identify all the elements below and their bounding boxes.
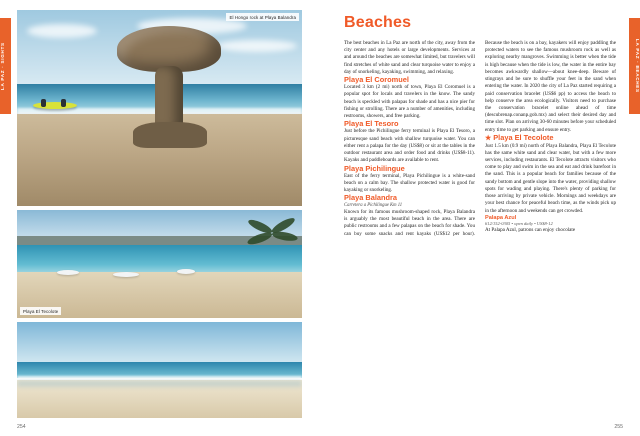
body-playa-balandra: Known for its famous mushroom-shaped rock, Playa Balandra is arguably the most beautiful beach in the area. There are public restrooms and a few palapas on the beach for shade. You can buy some snacks and rent kayaks (US$12 per hour). Because the beach is on a bay, kayakers will enjoy paddling the protected waters to see the famous mushroom rock as well as exploring nearby mangroves. Swimming is better when the tide is high because when the tide is low, the water in the entire bay becomes awkwardly shallow—about knee-deep. Beware of stingrays and be sure to shuffle your feet in the sand when entering the water. In 2020 the city of La Paz started requiring a paid conservation bracelet (US$6 pp) to access the beach to help conserve the area ecologically. Visitors need to purchase the conservation bracelet online ahead of time (descubrenap.conanp.gob.mx) and select their desired day and time slot. Plan on arriving 30-60 minutes before your scheduled entry time to get parking and ensure entry. [344,40,616,237]
listing-body-palapa-azul: At Palapa Azul, patrons can enjoy chocolate [485,227,576,234]
cloud-shape [217,40,297,52]
mushroom-rock [125,26,215,146]
body-playa-pichilingue: East of the ferry terminal, Playa Pichilingue is a white-sand beach on a calm bay. The shallow protected water is good for kayaking or snorkeling. [344,172,475,194]
photo-el-hongo-rock [17,10,302,206]
side-tab-right [629,18,640,114]
listing-name-palapa-azul: Palapa Azul [485,214,517,221]
text-columns [344,40,616,422]
photo-caption: El Hongo rock at Playa Balandra [226,13,299,21]
photo-stack [17,10,302,418]
kayaker [61,99,66,107]
heading-playa-balandra: Playa Balandra [344,193,397,203]
page-number-right: 255 [614,424,623,430]
wet-sand [17,380,302,388]
heading-playa-el-coromuel: Playa El Coromuel [344,75,409,85]
right-page [320,0,640,436]
heading-playa-el-tecolote: ★ Playa El Tecolote [485,134,616,143]
heading-playa-pichilingue: Playa Pichilingue [344,163,405,173]
rock-base [133,122,207,148]
subheading-playa-balandra: Carretera a Pichilingue Km 11 [344,202,403,208]
side-tab-right-label: LA PAZ · BEACHES [635,39,640,93]
panga-boat [113,272,139,277]
rock-neck [155,66,183,130]
side-tab-left-label: LA PAZ · SIGHTS [0,42,5,90]
page-number-left: 254 [17,424,26,430]
side-tab-left [0,18,11,114]
rock-cap [117,26,221,72]
palm-tree [248,212,298,252]
body-playa-el-tecolote: Just 1.5 km (0.9 mi) north of Playa Balandra, Playa El Tecolote has the same white sand and clear water, but with a few more services, including restaurants. El Tecolote attracts visitors who come to play and swim in the sea and eat and drink barefoot in the sand. This is a popular beach for families because of the sandy bottom and gentle slope into the water, providing shallow spots for wading and playing. There's plenty of parking for those arriving by private vehicle. Mornings and weekdays are your best chance for peaceful beach time, as the winds pick up in the afternoon and weekends can get crowded. [485,142,616,214]
palm-frond [271,230,298,242]
listing-meta-palapa-azul: 612/152-0305 • open daily • US$8-12 [485,220,553,226]
photo-playa-el-tecolote [17,210,302,318]
body-playa-el-tesoro: Just before the Pichilingue ferry terminal is Playa El Tesoro, a picturesque sand beach with shallow turquoise water. You can either rent a palapa for the day (US$8) or sit at the tables in the outdoor restaurant area and order food and drinks (US$8-11). Kayaks and paddleboards are available to rent. [344,128,475,164]
kayaker [41,99,46,107]
sky-region [17,322,302,362]
intro-paragraph: The best beaches in La Paz are north of the city, away from the city center and any hotels or large developments. Services at and around the beaches are somewhat limited, but travelers will find stretches of white sand and clear turquoise water to enjoy a day of snorkeling, kayaking, swimming, and relaxing. [344,40,475,75]
photo-beach-wide [17,322,302,418]
heading-playa-el-tesoro: Playa El Tesoro [344,119,399,129]
body-playa-el-coromuel: Located 3 km (2 mi) north of town, Playa El Coromuel is a popular spot for locals and travelers in the know. The sandy beach is speckled with palapas for shade and has a nice pier for fishing or strolling. There are a number of amenities, including restrooms, showers, and free parking. [344,84,475,120]
cloud-shape [27,24,97,38]
photo-caption: Playa El Tecolote [20,307,61,315]
right-page-content [344,14,616,418]
page-title: Beaches [344,14,412,31]
